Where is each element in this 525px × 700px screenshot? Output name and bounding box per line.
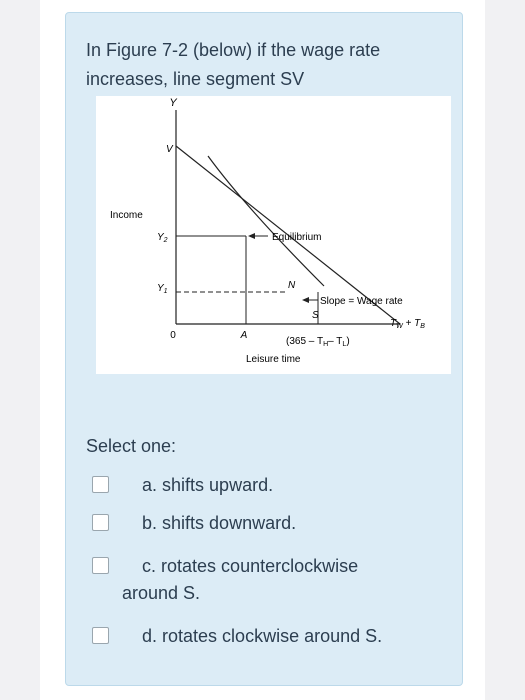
s-label: S xyxy=(312,310,319,321)
a-label: A xyxy=(240,330,248,341)
equilibrium-label: Equilibrium xyxy=(272,232,322,243)
checkbox-d[interactable] xyxy=(92,627,109,644)
option-a-text: a. shifts upward. xyxy=(142,475,274,495)
income-label: Income xyxy=(110,210,143,221)
equilibrium-arrowhead xyxy=(248,233,255,239)
option-c-text-line2: around S. xyxy=(122,583,201,603)
y-axis-label: Y xyxy=(169,97,177,109)
y2-label: $Y_2$ xyxy=(157,232,168,244)
figure-7-2 xyxy=(96,96,451,374)
slope-label: Slope = Wage rate xyxy=(320,296,403,307)
n-label: N xyxy=(288,280,296,291)
option-b-text: b. shifts downward. xyxy=(142,513,297,533)
tw-tb-label: $T_W + T_B$ xyxy=(390,318,425,330)
slope-arrowhead xyxy=(302,297,309,303)
option-c[interactable] xyxy=(92,551,432,611)
leisure-paren-label: ($365 - T_H-$ $T_L$) xyxy=(286,336,350,348)
option-d-text: d. rotates clockwise around S. xyxy=(142,626,383,646)
indifference-curve xyxy=(208,156,324,286)
option-c-text: c. rotates counterclockwise xyxy=(142,556,359,576)
select-one-label: Select one: xyxy=(86,436,177,456)
leisure-time-label: Leisure time xyxy=(246,354,301,365)
v-label: V xyxy=(166,144,173,155)
checkbox-b[interactable] xyxy=(92,514,109,531)
y1-label: $Y_1$ xyxy=(157,283,168,295)
checkbox-c[interactable] xyxy=(92,557,109,574)
checkbox-a[interactable] xyxy=(92,476,109,493)
origin-label: 0 xyxy=(170,330,176,341)
question-text: In Figure 7-2 (below) if the wage rate increases, line segment SV xyxy=(86,40,381,89)
